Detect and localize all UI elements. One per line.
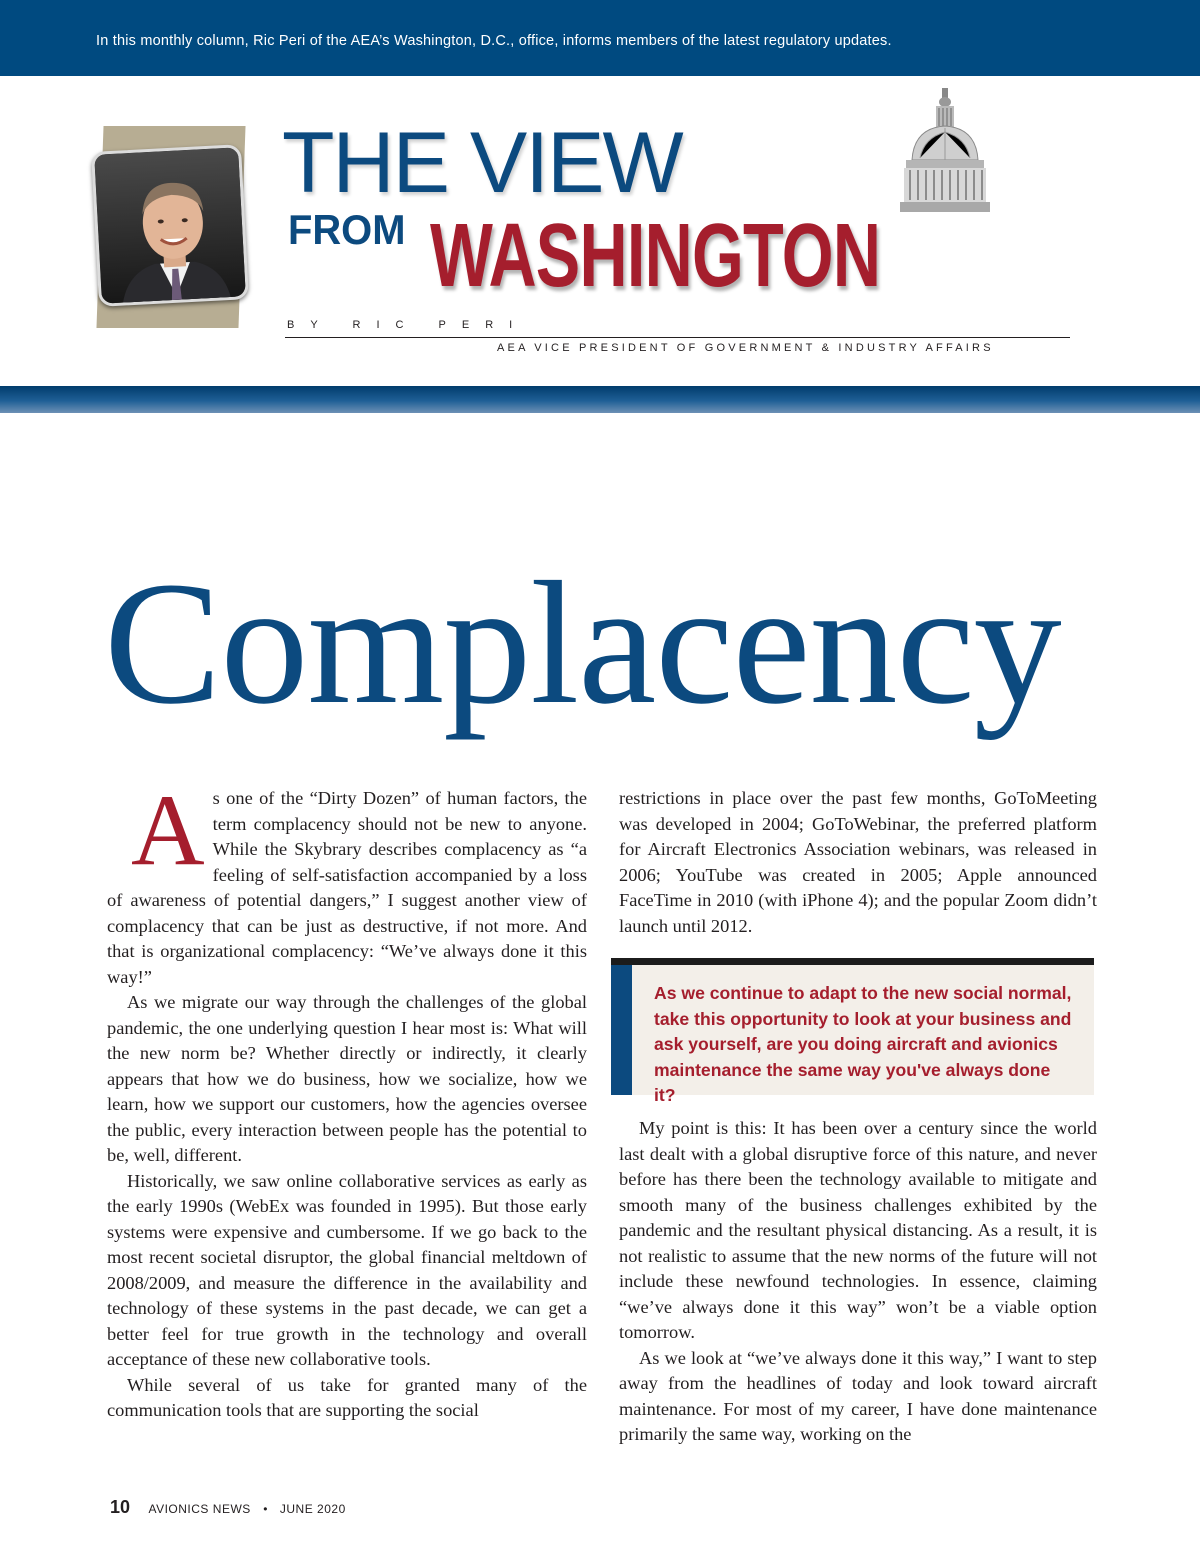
article-paragraph: As we migrate our way through the challenges of the global pandemic, the one underlying question I hear most is: What will the new norm be? Whether directly or indirectly, it clearly appears that how we do business, how we socialize, how we learn, how we support our customers, how the agencies oversee the public, every interaction between people has the potential to be, well, different. bbox=[107, 992, 587, 1165]
pull-quote-text: As we continue to adapt to the new social normal, take this opportunity to look at your business and ask yourself, are you doing aircraft and avionics maintenance the same way you've always done it? bbox=[654, 983, 1072, 1105]
byline: BY RIC PERI bbox=[287, 319, 529, 331]
article-paragraph: While several of us take for granted many of the communication tools that are supporting the social bbox=[107, 1374, 587, 1420]
publication-name: AVIONICS NEWS bbox=[148, 1502, 251, 1516]
column-title-washington: WASHINGTON bbox=[430, 206, 881, 306]
issue-date: JUNE 2020 bbox=[279, 1502, 346, 1516]
page-footer bbox=[110, 1497, 346, 1518]
page-number: 10 bbox=[110, 1497, 131, 1517]
paragraph-text: s one of the “Dirty Dozen” of human factors, the term complacency should not be new to anyone. While the Skybrary describes complacency as “a feeling of self-satisfaction accompanied by a loss of awareness of potential dangers,” I suggest another view of complacency that can be just as destructive, if not more. And that is organizational complacency: “We’ve always done it this way!” bbox=[107, 788, 587, 987]
capitol-dome-icon bbox=[890, 88, 1000, 218]
header-divider-band bbox=[0, 386, 1200, 413]
author-position: AEA VICE PRESIDENT OF GOVERNMENT & INDUSTRY AFFAIRS bbox=[497, 342, 994, 354]
article-paragraph bbox=[107, 774, 587, 990]
pull-quote-accent-bar bbox=[611, 965, 632, 1095]
pull-quote bbox=[611, 958, 1094, 1105]
article-paragraph: restrictions in place over the past few months, GoToMeeting was developed in 2004; GoToWebinar, the preferred platform for Aircraft Electronics Association webinars, was released in 2006; YouTube was created in 2005; Apple announced FaceTime in 2010 (with iPhone 4); and the popular Zoom didn’t launch until 2012. bbox=[619, 788, 1097, 936]
author-photo bbox=[91, 144, 249, 307]
article-paragraph: My point is this: It has been over a century since the world last dealt with a global disruptive force of this nature, and never before has there been the technology available to mitigate and smooth many of the business challenges exhibited by the pandemic and the resultant physical distancing. As a result, it is not realistic to assume that the new norms of the future will not include these newfound technologies. In essence, claiming “we’ve always done it this way” won’t be a viable option tomorrow. bbox=[619, 1118, 1097, 1342]
article-column-right-top bbox=[619, 786, 1097, 939]
column-intro: In this monthly column, Ric Peri of the AEA’s Washington, D.C., office, informs members of the latest regulatory updates. bbox=[96, 33, 892, 49]
article-column-right-bottom bbox=[619, 1116, 1097, 1448]
top-banner bbox=[0, 0, 1200, 76]
footer-separator: • bbox=[263, 1502, 268, 1516]
article-paragraph: As we look at “we’ve always done it this way,” I want to step away from the headlines of today and look toward aircraft maintenance. For most of my career, I have done maintenance primarily the same way, working on the bbox=[619, 1347, 1097, 1444]
byline-divider bbox=[285, 337, 1070, 338]
column-title-from: FROM bbox=[288, 206, 406, 253]
drop-cap: A bbox=[131, 774, 205, 887]
author-portrait-image bbox=[94, 147, 249, 307]
article-column-left bbox=[107, 774, 587, 1424]
article-paragraph: Historically, we saw online collaborative services as early as the early 1990s (WebEx was founded in 1995). But those early systems were expensive and cumbersome. If we go back to the most recent societal disruptor, the global financial meltdown of 2008/2009, and measure the difference in the availability and technology of these systems in the past decade, we can get a better feel for true growth in the technology and overall acceptance of these new collaborative tools. bbox=[107, 1170, 587, 1369]
article-headline: Complacency bbox=[104, 546, 1061, 741]
column-title-the-view: THE VIEW bbox=[282, 115, 682, 211]
